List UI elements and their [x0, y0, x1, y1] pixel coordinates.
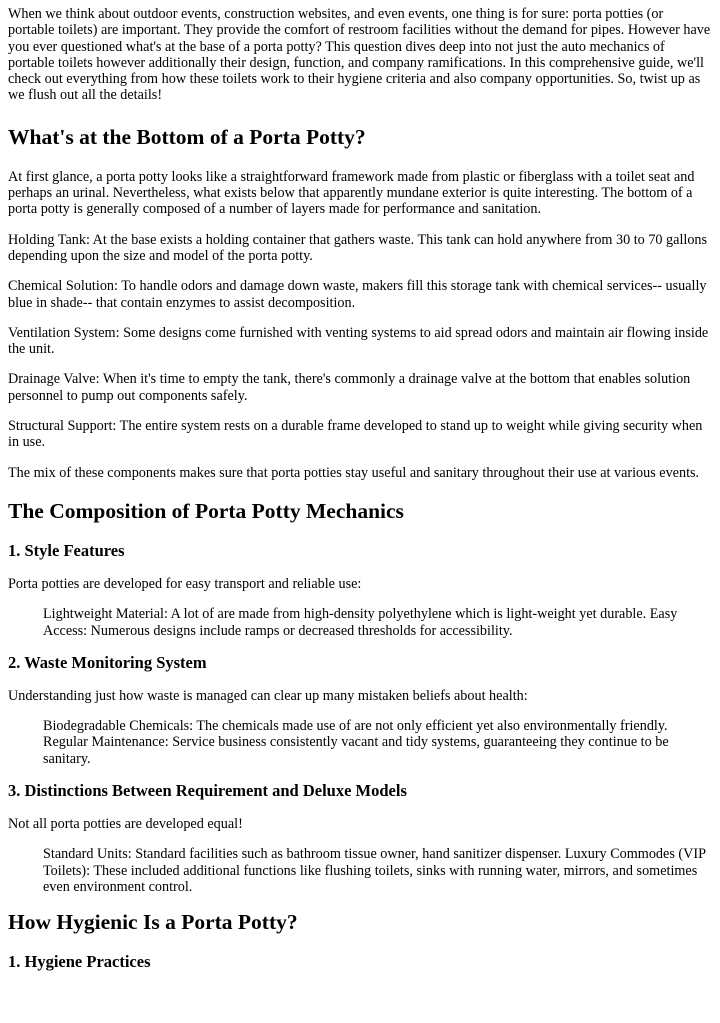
heading-bottom-of-porta-potty: What's at the Bottom of a Porta Potty?: [8, 124, 366, 149]
subheading-standard-vs-deluxe: 3. Distinctions Between Requirement and Deluxe Models: [8, 781, 407, 801]
subheading-hygiene-practices: 1. Hygiene Practices: [8, 952, 151, 972]
heading-how-hygienic: How Hygienic Is a Porta Potty?: [8, 910, 298, 935]
paragraph-first-glance: At first glance, a porta potty looks like a straightforward framework made from plastic or fiberglass with a toilet seat and perhaps an urinal. Nevertheless, what exists below that apparently mundane exterior is quite interesting. The bottom of a porta potty is generally composed of a number of layers made for performance and sanitation.: [8, 168, 695, 218]
blockquote-standard-vs-deluxe: Standard Units: Standard facilities such as bathroom tissue owner, hand sanitizer dispenser. Luxury Commodes (VIP Toilets): These included additional functions like flushing toilets, sinks with running water, mirrors, and sometimes even environment control.: [43, 846, 706, 895]
paragraph-ventilation-system: Ventilation System: Some designs come furnished with venting systems to aid spread odors and maintain air flowing inside the unit.: [8, 324, 709, 358]
paragraph-style-features: Porta potties are developed for easy transport and reliable use:: [8, 575, 362, 592]
paragraph-mix-of-components: The mix of these components makes sure that porta potties stay useful and sanitary throughout their use at various events.: [8, 464, 700, 481]
blockquote-style-features: Lightweight Material: A lot of are made from high-density polyethylene which is light-weight yet durable. Easy Access: Numerous designs include ramps or decreased thresholds for accessibility.: [43, 606, 678, 639]
paragraph-holding-tank: Holding Tank: At the base exists a holding container that gathers waste. This tank can hold anywhere from 30 to 70 gallons depending upon the size and model of the porta potty.: [8, 231, 708, 264]
subheading-waste-monitoring: 2. Waste Monitoring System: [8, 652, 207, 672]
paragraph-standard-vs-deluxe: Not all porta potties are developed equal!: [8, 816, 243, 833]
article-body: [0, 6, 720, 972]
heading-composition-mechanics: The Composition of Porta Potty Mechanics: [8, 498, 404, 523]
paragraph-drainage-valve: Drainage Valve: When it's time to empty the tank, there's commonly a drainage valve at the bottom that enables solution personnel to pump out components safely.: [8, 371, 691, 404]
paragraph-waste-monitoring: Understanding just how waste is managed can clear up many mistaken beliefs about health:: [8, 687, 528, 704]
paragraph-chemical-solution: Chemical Solution: To handle odors and damage down waste, makers fill this storage tank with chemical services-- usually blue in shade-- that contain enzymes to assist decomposition.: [8, 278, 707, 311]
paragraph-structural-support: Structural Support: The entire system rests on a durable frame developed to stand up to weight while giving security when in use.: [8, 418, 703, 451]
blockquote-waste-monitoring: Biodegradable Chemicals: The chemicals made use of are not only efficient yet also environmentally friendly. Regular Maintenance: Service business consistently vacant and tidy systems, guaranteeing they continue to be sanitary.: [43, 718, 669, 767]
intro-paragraph: When we think about outdoor events, construction websites, and even events, one thing is for sure: porta potties (or portable toilets) are important. They provide the comfort of restroom facilities without the demand for pipes. However have you ever questioned what's at the base of a porta potty? This question dives deep into not just the auto mechanics of portable toilets however additionally their design, function, and company ramifications. In this comprehensive guide, we'll check out everything from how these toilets work to their hygiene criteria and also company opportunities. So, twist up as we flush out all the details!: [8, 6, 711, 104]
subheading-style-features: 1. Style Features: [8, 540, 125, 560]
